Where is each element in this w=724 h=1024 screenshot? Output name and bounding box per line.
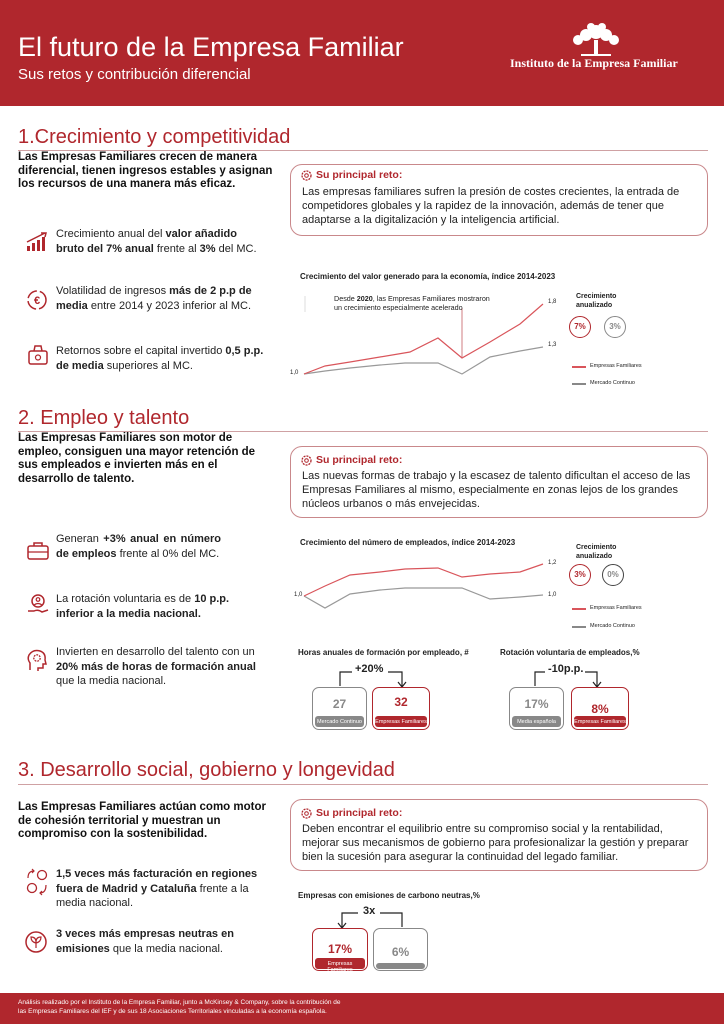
chart-1-title: Crecimiento del valor generado para la economía, índice 2014-2023 [300, 272, 556, 281]
growth-bars-icon [26, 232, 50, 252]
chart-1-legend-ef: Empresas Familiares [590, 363, 642, 369]
section-3-bullet-1: 1,5 veces más facturación en regiones fuera de Madrid y Cataluña frente a la media nacional. [56, 868, 258, 909]
section-1-challenge-heading: Su principal reto: [316, 169, 403, 181]
chart-1-annotation: Desde 2020, las Empresas Familiares mostraron [334, 294, 490, 303]
carbon-ef-label: Empresas Familiares [315, 958, 365, 969]
section-2-challenge-text: Las nuevas formas de trabajo y la escasez de talento dificultan el acceso de las Empresas Familiares al mismo, especialmente en zonas lejos de los grandes núcleos urbanos o más envejecidas. [302, 470, 691, 510]
money-bag-icon [26, 343, 50, 367]
gear-icon [301, 170, 312, 181]
carbon-other-label-bar [376, 963, 425, 969]
euro-cycle-icon [24, 288, 50, 312]
section-1-lead: Las Empresas Familiares crecen de manera diferencial, tienen ingresos estables y asignan los recursos de una manera más eficaz. [18, 151, 273, 190]
hand-person-icon [26, 593, 50, 617]
page-title: El futuro de la Empresa Familiar [18, 32, 404, 62]
chart-1-start-label: 1,0 [290, 370, 299, 376]
section-3-challenge-heading: Su principal reto: [316, 807, 403, 819]
chart-1-legend-mc: Mercado Continuo [590, 380, 635, 386]
chart-2-growth-label: Crecimiento anualizado [576, 544, 617, 560]
hours-ef-label: Empresas Familiares [375, 716, 427, 727]
section-2-title: 2. Empleo y talento [18, 407, 190, 429]
people-exchange-icon [24, 868, 50, 896]
hours-mc-value: 27 [332, 697, 347, 711]
section-2-bullet-2: La rotación voluntaria es de 10 p.p. inferior a la media nacional. [56, 593, 230, 620]
briefcase-icon [26, 540, 50, 560]
chart-2-growth-mc: 0% [602, 564, 624, 586]
leaf-icon [24, 930, 48, 954]
carbon-chart-title: Empresas con emisiones de carbono neutras,% [298, 891, 480, 900]
chart-2-legend-mc-swatch [572, 626, 586, 628]
carbon-ef-value: 17% [327, 942, 353, 956]
footer-text: Análisis realizado por el Instituto de la Empresa Familiar, junto a McKinsey & Company, sobre la contribución de las Empresas Familiares del IEF y de sus 18 Asociaciones Territoriales vinculadas a la economía española. [18, 999, 341, 1015]
chart-1-growth-ef: 7% [569, 316, 591, 338]
section-3-bullet-2: 3 veces más empresas neutras en emisiones que la media nacional. [56, 928, 234, 955]
chart-2-series-ef [304, 564, 543, 596]
hours-mc-label: Mercado Continuo [315, 716, 364, 727]
section-3-lead: Las Empresas Familiares actúan como motor de cohesión territorial y muestran un compromiso con la sostenibilidad. [18, 801, 266, 840]
chart-2-lines [290, 548, 560, 638]
chart-1-series-mc [304, 347, 543, 374]
section-1-bullet-1: Crecimiento anual del valor añadido bruto del 7% anual frente al 3% del MC. [56, 228, 257, 255]
chart-2-legend-ef: Empresas Familiares [590, 605, 642, 611]
section-1-title: 1.Crecimiento y competitividad [18, 126, 291, 148]
hours-ef-value: 32 [394, 695, 408, 709]
carbon-diff-label: 3x [363, 905, 376, 917]
chart-2-end-mc: 1,0 [548, 592, 557, 598]
chart-2-growth-ef: 3% [569, 564, 591, 586]
svg-text:€: € [33, 295, 41, 307]
page-subtitle: Sus retos y contribución diferencial [18, 66, 251, 83]
chart-2-end-ef: 1,2 [548, 560, 557, 566]
chart-2-series-mc [304, 588, 543, 608]
rotation-avg-label: Media española [512, 716, 561, 727]
section-2-challenge-heading: Su principal reto: [316, 454, 403, 466]
chart-1-legend-ef-swatch [572, 366, 586, 368]
hours-diff-label: +20% [355, 663, 384, 675]
chart-1-end-mc: 1,3 [548, 342, 557, 348]
chart-1-annotation-2: un crecimiento especialmente acelerado [334, 303, 463, 312]
section-2-bullet-3: Invierten en desarrollo del talento con un 20% más de horas de formación anual que la media nacional. [56, 646, 256, 687]
section-2-bullet-1: Generan +3% anual en número de empleos frente al 0% del MC. [56, 533, 221, 560]
carbon-other-value: 6% [391, 945, 410, 959]
section-2-lead: Las Empresas Familiares son motor de empleo, consiguen una mayor retención de sus empleados e invierten más en el desarrollo de talento. [18, 432, 256, 485]
chart-1-growth-mc: 3% [604, 316, 626, 338]
section-1-challenge-text: Las empresas familiares sufren la presión de costes crecientes, la entrada de competidores globales y la rapidez de la innovación, además de tener que adaptarse a la digitalización y la inteligencia artificial. [302, 186, 680, 226]
rotation-ef-label: Empresas Familiares [574, 716, 626, 727]
section-3-divider [18, 784, 708, 785]
section-1-bullet-3: Retornos sobre el capital invertido 0,5 p.p. de media superiores al MC. [56, 345, 264, 372]
chart-2-legend-mc: Mercado Continuo [590, 623, 635, 629]
rotation-ef-value: 8% [591, 702, 609, 716]
section-3-title: 3. Desarrollo social, gobierno y longevidad [18, 759, 395, 781]
logo-text: Instituto de la Empresa Familiar [510, 56, 678, 70]
section-1-bullet-2: Volatilidad de ingresos más de 2 p.p de media entre 2014 y 2023 inferior al MC. [56, 285, 252, 312]
section-3-challenge-text: Deben encontrar el equilibrio entre su compromiso social y la rentabilidad, mejorar sus mecanismos de gobierno para profesionalizar la gestión y preparar bien la sucesión para asegurar la continuidad del legado familiar. [302, 823, 689, 863]
chart-1-growth-label: Crecimiento anualizado [576, 293, 617, 309]
gear-icon [301, 808, 312, 819]
rotation-diff-label: -10p.p. [548, 663, 584, 675]
chart-1-legend-mc-swatch [572, 383, 586, 385]
rotation-avg-value: 17% [524, 697, 549, 711]
chart-2-title: Crecimiento del número de empleados, índice 2014-2023 [300, 538, 516, 547]
gear-icon [301, 455, 312, 466]
chart-1-end-ef: 1,8 [548, 299, 557, 305]
hours-chart-title: Horas anuales de formación por empleado, # [298, 648, 469, 657]
chart-2-start-label: 1,0 [294, 592, 303, 598]
rotation-chart-title: Rotación voluntaria de empleados,% [500, 648, 640, 657]
tree-logo-icon [566, 22, 626, 58]
chart-2-legend-ef-swatch [572, 608, 586, 610]
head-gear-icon [24, 648, 50, 674]
